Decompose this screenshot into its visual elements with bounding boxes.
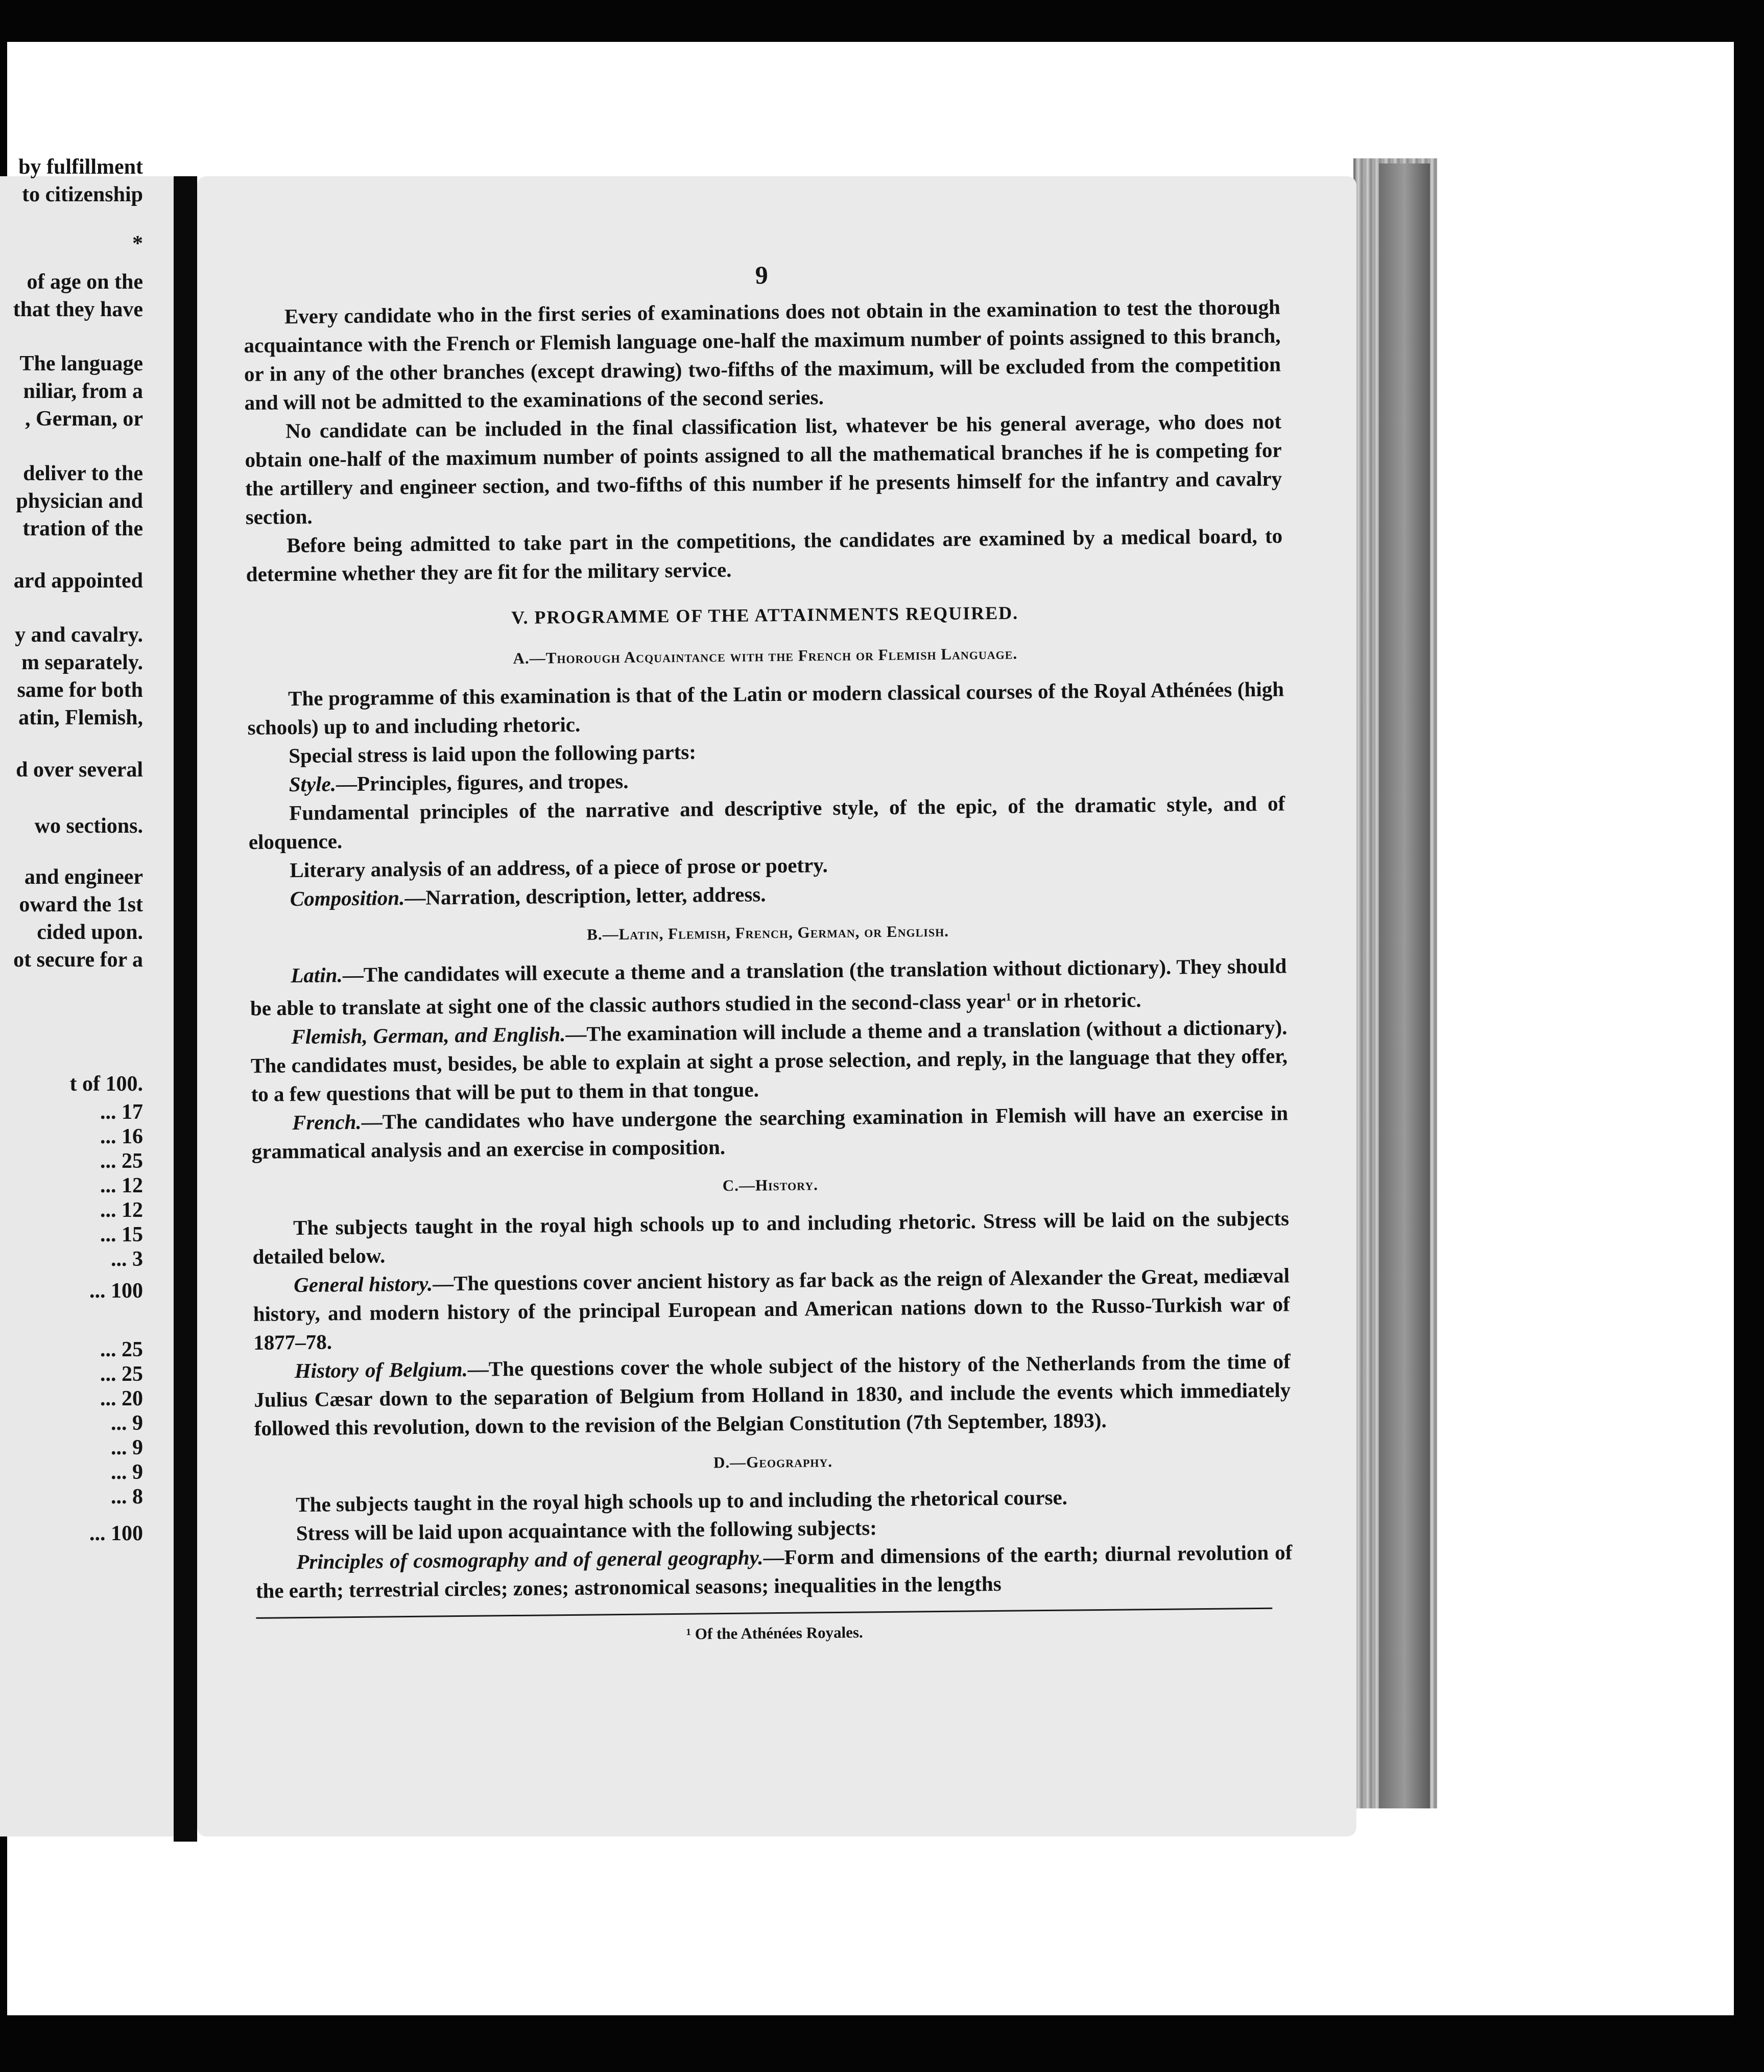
previous-page-line: d over several xyxy=(16,758,143,782)
paragraph-flemish-german-english xyxy=(250,1013,1288,1108)
page-number: 9 xyxy=(755,261,768,290)
page-block-shadow xyxy=(1379,163,1430,1808)
paragraph-a-4: Literary analysis of an address, of a piece of prose or poetry. xyxy=(290,853,828,882)
scan-border-bottom xyxy=(0,2015,1764,2072)
latin-tail: or in rhetoric. xyxy=(1011,987,1141,1013)
previous-page-line: , German, or xyxy=(25,407,143,431)
previous-page-line: ... 20 xyxy=(100,1387,143,1410)
previous-page-line: ot secure for a xyxy=(13,948,143,972)
paragraph-history-belgium xyxy=(254,1347,1292,1442)
previous-page-line: and engineer xyxy=(24,865,143,889)
history-belgium-text: —The questions cover the whole subject of the history of the Netherlands from the time of Julius Cæsar down to the separation of Belgium from Holland in 1830, and include the events which immediately followed this revolution, down to the revision of the Belgian Constitution (7th September, 1893). xyxy=(254,1349,1291,1440)
french-lead: French. xyxy=(292,1110,362,1134)
section-heading: V. PROGRAMME OF THE ATTAINMENTS REQUIRED. xyxy=(511,602,1019,628)
cosmography-text: —Form and dimensions of the earth; diurnal revolution of the earth; terrestrial circles; zones; astronomical seasons; inequalities in the lengths xyxy=(255,1540,1293,1603)
french-text: —The candidates who have undergone the searching examination in Flemish will have an exercise in grammatical analysis and an exercise in composition. xyxy=(251,1101,1289,1163)
previous-page-line: ... 25 xyxy=(100,1149,143,1173)
intro-paragraph-1: Every candidate who in the first series of examinations does not obtain in the examination to test the thorough acquaintance with the French or Flemish language one-half the maximum number of points assigned to this branch, or in any of the other branches (except drawing) two-fifths of the maximum, will be excluded from the competition and will not be admitted to the examinations of the second series. xyxy=(244,295,1281,414)
previous-page-line: t of 100. xyxy=(69,1072,143,1096)
previous-page-line: ... 12 xyxy=(100,1174,143,1197)
subheading-a: A.—Thorough Acquaintance with the French or Flemish Language. xyxy=(513,644,1018,667)
intro-paragraph-3: Before being admitted to take part in the competitions, the candidates are examined by a medical board, to determine whether they are fit for the military service. xyxy=(246,524,1283,586)
document-page xyxy=(197,176,1356,1836)
fge-lead: Flemish, German, and English. xyxy=(291,1022,566,1048)
composition-lead: Composition. xyxy=(290,886,405,911)
book-gutter xyxy=(174,176,197,1842)
page-body xyxy=(243,256,1293,1653)
previous-page-line: ... 100 xyxy=(89,1522,143,1545)
previous-page-fragment xyxy=(0,155,177,1836)
intro-paragraph-2: No candidate can be included in the final classification list, whatever be his general average, who does not obtain one-half of the maximum number of points assigned to all the mathematical branches if he is competing for the artillery and engineer section, and two-fifths of this number if he presents himself for the infantry and cavalry section. xyxy=(245,409,1282,529)
previous-page-line: ... 16 xyxy=(100,1125,143,1148)
previous-page-line: ard appointed xyxy=(13,569,143,593)
previous-page-line: atin, Flemish, xyxy=(18,706,143,729)
previous-page-line: of age on the xyxy=(27,270,143,294)
paragraph-d-1: The subjects taught in the royal high schools up to and including the rhetorical course. xyxy=(296,1485,1068,1516)
latin-lead: Latin. xyxy=(291,963,343,987)
style-lead: Style. xyxy=(289,772,337,796)
previous-page-line: ... 17 xyxy=(100,1100,143,1124)
scan-border-right xyxy=(1734,0,1764,2072)
previous-page-line: The language xyxy=(19,352,143,375)
previous-page-line: oward the 1st xyxy=(19,893,143,916)
previous-page-line: * xyxy=(132,232,143,255)
cosmography-lead: Principles of cosmography and of general geography. xyxy=(296,1545,764,1573)
previous-page-line: ... 8 xyxy=(111,1485,143,1509)
paragraph-french xyxy=(251,1098,1289,1165)
previous-page-line: by fulfillment xyxy=(18,155,143,179)
previous-page-line: ... 9 xyxy=(111,1461,143,1484)
previous-page-line: to citizenship xyxy=(22,183,143,206)
previous-page-line: wo sections. xyxy=(34,814,143,838)
general-history-text: —The questions cover ancient history as far back as the reign of Alexander the Great, mediæval history, and modern history of the principal European and American nations down to the Russo-Turkish war of 1877–78. xyxy=(253,1263,1290,1354)
previous-page-line: same for both xyxy=(17,678,143,702)
previous-page-line: niliar, from a xyxy=(23,380,143,403)
general-history-lead: General history. xyxy=(293,1272,433,1297)
previous-page-line: ... 12 xyxy=(100,1198,143,1222)
style-text: —Principles, figures, and tropes. xyxy=(336,769,629,796)
previous-page-line: tration of the xyxy=(22,517,143,540)
previous-page-line: ... 25 xyxy=(100,1338,143,1361)
previous-page-line: ... 15 xyxy=(100,1223,143,1246)
previous-page-line: cided upon. xyxy=(37,921,143,944)
previous-page-line: physician and xyxy=(16,489,143,513)
previous-page-line: ... 9 xyxy=(111,1411,143,1435)
composition-text: —Narration, description, letter, address. xyxy=(404,882,766,910)
previous-page-line: ... 3 xyxy=(111,1247,143,1271)
paragraph-d-2: Stress will be laid upon acquaintance with the following subjects: xyxy=(296,1515,877,1545)
paragraph-a-1: The programme of this examination is that of the Latin or modern classical courses of the Royal Athénées (high schools) up to and including rhetoric. xyxy=(247,677,1284,739)
previous-page-line: ... 9 xyxy=(111,1436,143,1459)
previous-page-line: ... 100 xyxy=(89,1279,143,1303)
subheading-d: D.—Geography. xyxy=(713,1452,833,1471)
footnote: ¹ Of the Athénées Royales. xyxy=(686,1623,863,1643)
paragraph-general-history xyxy=(253,1261,1291,1356)
paragraph-latin xyxy=(250,951,1287,1022)
subheading-c: C.—History. xyxy=(722,1175,819,1194)
previous-page-line: m separately. xyxy=(21,651,143,674)
previous-page-line: y and cavalry. xyxy=(15,623,143,647)
history-belgium-lead: History of Belgium. xyxy=(294,1357,468,1382)
previous-page-line: that they have xyxy=(13,298,143,321)
footnote-marker: 1 xyxy=(1006,990,1012,1003)
paragraph-a-2: Special stress is laid upon the following parts: xyxy=(288,740,697,768)
paragraph-cosmography xyxy=(255,1538,1293,1605)
scan-border-top xyxy=(0,0,1764,42)
paragraph-a-3: Fundamental principles of the narrative and descriptive style, of the epic, of the dramatic style, and of eloquence. xyxy=(248,791,1285,854)
latin-text: —The candidates will execute a theme and a translation (the translation without dictionary). They should be able to translate at sight one of the classic authors studied in the second-class year xyxy=(250,954,1287,1020)
previous-page-line: deliver to the xyxy=(23,462,143,485)
paragraph-c-1: The subjects taught in the royal high schools up to and including rhetoric. Stress will be laid on the subjects detailed below. xyxy=(252,1206,1290,1268)
previous-page-line: ... 25 xyxy=(100,1362,143,1386)
fge-text: —The examination will include a theme and a translation (without a dictionary). The candidates must, besides, be able to explain at sight a prose selection, and reply, in the language that they offer, to a few questions that will be put to them in that tongue. xyxy=(250,1015,1288,1106)
subheading-b: B.—Latin, Flemish, French, German, or English. xyxy=(587,922,949,944)
